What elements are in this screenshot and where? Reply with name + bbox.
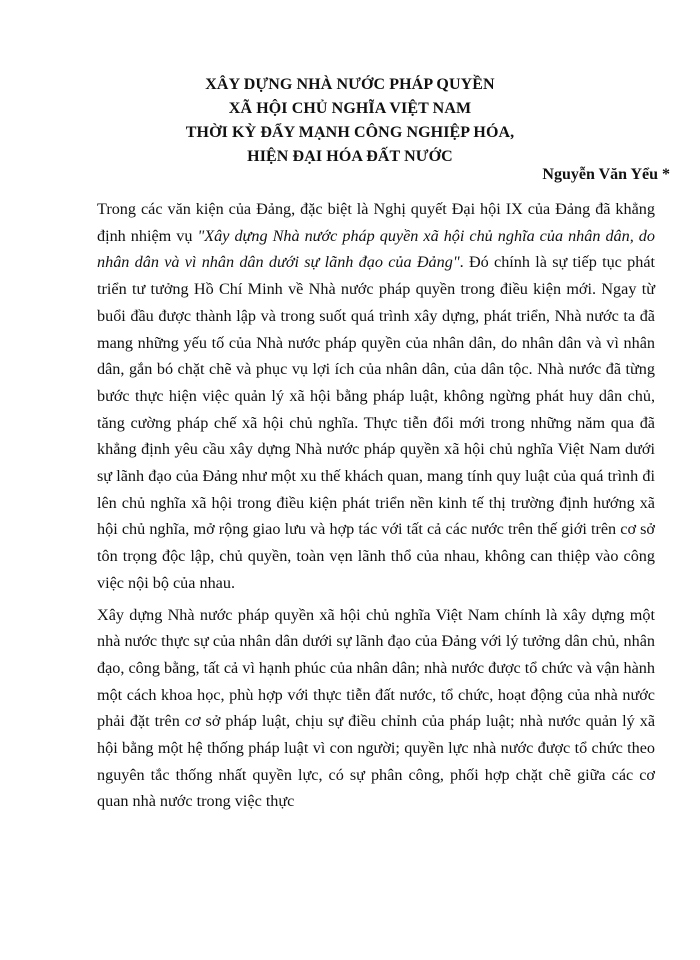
document-title: [0, 73, 700, 169]
document-body: [97, 196, 655, 820]
title-line: XÂY DỰNG NHÀ NƯỚC PHÁP QUYỀN: [205, 76, 495, 93]
paragraph: [97, 196, 655, 597]
quoted-text: "Xây dựng Nhà nước pháp quyền xã hội chủ nghĩa của nhân dân, do nhân dân và vì nhân dân dưới sự lãnh đạo của Đảng": [97, 226, 655, 272]
title-line: THỜI KỲ ĐẨY MẠNH CÔNG NGHIỆP HÓA,: [185, 124, 515, 141]
paragraph-text: Trong các văn kiện của Đảng, đặc biệt là Nghị quyết Đại hội IX của Đảng đã khẳng định nhiệm vụ: [97, 200, 655, 245]
title-line: HIỆN ĐẠI HÓA ĐẤT NƯỚC: [247, 148, 453, 165]
paragraph: Xây dựng Nhà nước pháp quyền xã hội chủ nghĩa Việt Nam chính là xây dựng một nhà nước thực sự của nhân dân dưới sự lãnh đạo của Đảng với lý tưởng dân chủ, nhân đạo, công bằng, tất cả vì hạnh phúc của nhân dân; nhà nước được tổ chức và vận hành một cách khoa học, phù hợp với thực tiễn đất nước, tổ chức, hoạt động của nhà nước phải đặt trên cơ sở pháp luật, chịu sự điều chỉnh của pháp luật; nhà nước quản lý xã hội bằng một hệ thống pháp luật vì con người; quyền lực nhà nước được tổ chức theo nguyên tắc thống nhất quyền lực, có sự phân công, phối hợp chặt chẽ giữa các cơ quan nhà nước trong việc thực: [97, 605, 655, 811]
author-name: Nguyễn Văn Yểu *: [542, 166, 670, 183]
paragraph-text: . Đó chính là sự tiếp tục phát triển tư tưởng Hồ Chí Minh về Nhà nước pháp quyền trong điều kiện mới. Ngay từ buổi đầu được thành lập và trong suốt quá trình xây dựng, phát triển, Nhà nước ta đã mang những yếu tố của Nhà nước pháp quyền của nhân dân, do nhân dân và vì nhân dân, gắn bó chặt chẽ và phục vụ lợi ích của nhân dân, của dân tộc. Nhà nước đã từng bước thực hiện việc quản lý xã hội bằng pháp luật, không ngừng phát huy dân chủ, tăng cường pháp chế xã hội chủ nghĩa. Thực tiễn đổi mới trong những năm qua đã khẳng định yêu cầu xây dựng Nhà nước pháp quyền xã hội chủ nghĩa Việt Nam dưới sự lãnh đạo của Đảng như một xu thế khách quan, mang tính quy luật của quá trình đi lên chủ nghĩa xã hội trong điều kiện phát triển nền kinh tế thị trường định hướng xã hội chủ nghĩa, mở rộng giao lưu và hợp tác với tất cả các nước trên thế giới trên cơ sở tôn trọng độc lập, chủ quyền, toàn vẹn lãnh thổ của nhau, không can thiệp vào công việc nội bộ của nhau.: [97, 253, 655, 592]
title-line: XÃ HỘI CHỦ NGHĨA VIỆT NAM: [228, 100, 472, 117]
